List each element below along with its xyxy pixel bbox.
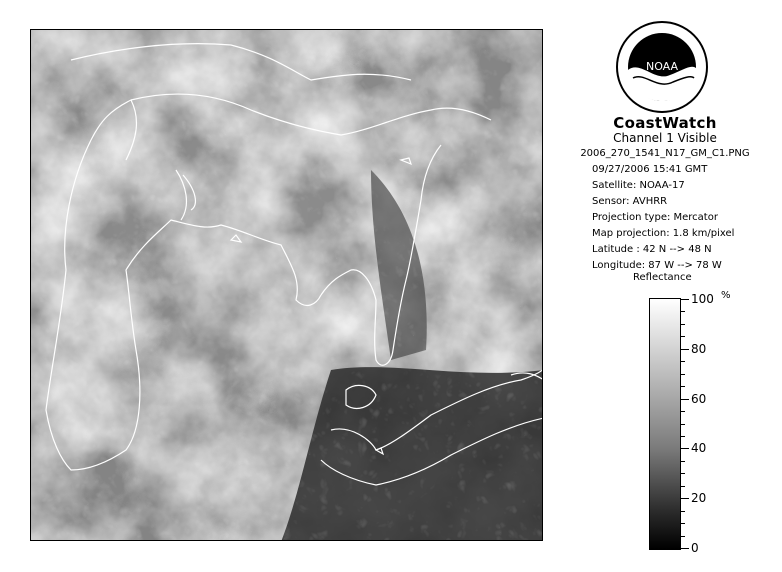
product-title: CoastWatch <box>613 114 717 132</box>
colorbar-tick <box>681 399 689 400</box>
colorbar-minor-tick <box>681 424 685 425</box>
satellite-label: Satellite: NOAA-17 <box>592 180 685 191</box>
colorbar-tick <box>681 448 689 449</box>
colorbar-unit: % <box>721 290 731 301</box>
colorbar-tick <box>681 548 689 549</box>
sensor-label: Sensor: AVHRR <box>592 196 668 207</box>
colorbar-minor-tick <box>681 523 685 524</box>
colorbar-minor-tick <box>681 324 685 325</box>
longitude-label: Longitude: 87 W --> 78 W <box>592 260 722 271</box>
colorbar-minor-tick <box>681 486 685 487</box>
colorbar-tick <box>681 498 689 499</box>
colorbar-minor-tick <box>681 386 685 387</box>
satellite-image[interactable] <box>30 29 543 541</box>
colorbar-minor-tick <box>681 411 685 412</box>
projection-type-label: Projection type: Mercator <box>592 212 718 223</box>
latitude-label: Latitude : 42 N --> 48 N <box>592 244 712 255</box>
channel-label: Channel 1 Visible <box>613 131 717 145</box>
cloud-speckle <box>31 30 543 541</box>
colorbar-minor-tick <box>681 311 685 312</box>
colorbar <box>649 298 681 550</box>
colorbar-tick-label: 100 <box>691 292 714 306</box>
colorbar-tick-label: 40 <box>691 441 707 456</box>
colorbar-title: Reflectance <box>633 272 692 283</box>
map-projection-label: Map projection: 1.8 km/pixel <box>592 228 735 239</box>
colorbar-tick-label: 0 <box>691 541 699 555</box>
filename-label: 2006_270_1541_N17_GM_C1.PNG <box>580 148 750 159</box>
noaa-logo <box>615 20 709 114</box>
legend-panel <box>555 0 775 572</box>
date-time: 09/27/2006 15:41 GMT <box>592 164 708 175</box>
colorbar-minor-tick <box>681 511 685 512</box>
colorbar-tick <box>681 299 689 300</box>
colorbar-minor-tick <box>681 374 685 375</box>
colorbar-tick <box>681 349 689 350</box>
colorbar-minor-tick <box>681 361 685 362</box>
satellite-image-svg <box>31 30 543 541</box>
colorbar-minor-tick <box>681 536 685 537</box>
colorbar-minor-tick <box>681 461 685 462</box>
colorbar-tick-label: 80 <box>691 341 707 356</box>
colorbar-tick-label: 20 <box>691 491 707 506</box>
colorbar-minor-tick <box>681 436 685 437</box>
colorbar-minor-tick <box>681 473 685 474</box>
colorbar-tick-label: 60 <box>691 391 707 406</box>
noaa-logo-text: NOAA <box>645 60 679 73</box>
colorbar-minor-tick <box>681 336 685 337</box>
